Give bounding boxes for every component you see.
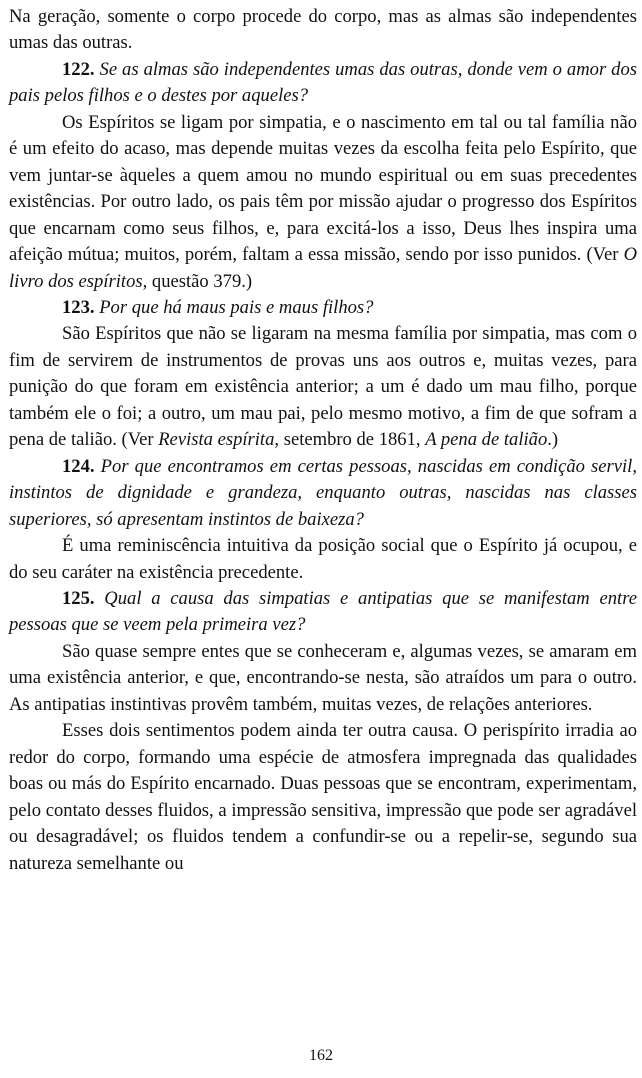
- italic-text: Revista espírita: [158, 429, 275, 451]
- question-paragraph: [9, 454, 637, 533]
- text-run: , questão 379.): [142, 270, 253, 292]
- question-number: 122.: [62, 58, 95, 80]
- text-run: São Espíritos que não se ligaram na mesma família por simpatia, mas com o fim de servirem de instrumentos de provas uns aos outros e, muitas vezes, para punição do que foram em existência anterior; a um é dado um mau filho, porque também ele o foi; a outro, um mau pai, pelo mesmo motivo, a fim de que sofram a pena de talião. (Ver: [9, 323, 637, 451]
- text-run: [95, 588, 105, 609]
- body-paragraph: [9, 110, 637, 295]
- italic-text: Por que encontramos em certas pessoas, nascidas em condição servil, instintos de dignidade e grandeza, enquanto outras, nascidas nas classes superiores, só apresentam instintos de baixeza?: [9, 455, 637, 530]
- text-run: Os Espíritos se ligam por simpatia, e o nascimento em tal ou tal família não é um efeito do acaso, mas depende muitas vezes da escolha feita pelo Espírito, que vem juntar-se àqueles a quem amou no mundo espiritual ou em suas precedentes existências. Por outro lado, os pais têm por missão ajudar o progresso dos Espíritos que encarnam como seus filhos, e, para excitá-los a isso, Deus lhes inspira uma afeição mútua; muitos, porém, faltam a essa missão, sendo por isso punidos. (Ver: [9, 111, 637, 266]
- page-number: 162: [309, 1047, 333, 1064]
- italic-text: A pena de talião: [425, 429, 548, 451]
- text-run: É uma reminiscência intuitiva da posição social que o Espírito já ocupou, e do seu caráter na existência precedente.: [9, 535, 637, 583]
- question-paragraph: [9, 586, 637, 639]
- italic-text: Se as almas são independentes umas das outras, donde vem o amor dos pais pelos filhos e o destes por aqueles?: [9, 58, 637, 107]
- body-paragraph: [9, 718, 637, 877]
- text-run: São quase sempre entes que se conheceram e, algumas vezes, se amaram em uma existência anterior, e que, encontrando-se nesta, são atraídos um para o outro. As antipatias instintivas provêm também, muitas vezes, de relações anteriores.: [9, 640, 637, 715]
- question-number: 124.: [62, 455, 95, 477]
- body-text: [9, 4, 637, 877]
- text-run: .): [547, 429, 559, 451]
- text-run: Esses dois sentimentos podem ainda ter outra causa. O perispírito irradia ao redor do corpo, formando uma espécie de atmosfera impregnada das qualidades boas ou más do Espírito encarnado. Duas pessoas que se encontram, experimentam, pelo contato desses fluidos, a impressão sensitiva, impressão que pode ser agradável ou desagradável; os fluidos tendem a confundir-se ou a repelir-se, segundo sua natureza semelhante ou: [9, 720, 637, 874]
- italic-text: O livro dos espíritos: [9, 244, 637, 292]
- italic-text: Qual a causa das simpatias e antipatias que se manifestam entre pessoas que se veem pela primeira vez?: [9, 587, 637, 636]
- body-paragraph: [9, 4, 637, 57]
- body-paragraph: [9, 321, 637, 453]
- question-paragraph: [9, 57, 637, 110]
- text-run: Na geração, somente o corpo procede do corpo, mas as almas são independentes umas das outras.: [9, 6, 637, 54]
- question-paragraph: [9, 295, 637, 321]
- text-run: , setembro de 1861,: [274, 429, 426, 451]
- question-number: 125.: [62, 587, 95, 609]
- body-paragraph: [9, 639, 637, 718]
- italic-text: Por que há maus pais e maus filhos?: [99, 296, 374, 318]
- question-number: 123.: [62, 296, 95, 318]
- body-paragraph: [9, 533, 637, 586]
